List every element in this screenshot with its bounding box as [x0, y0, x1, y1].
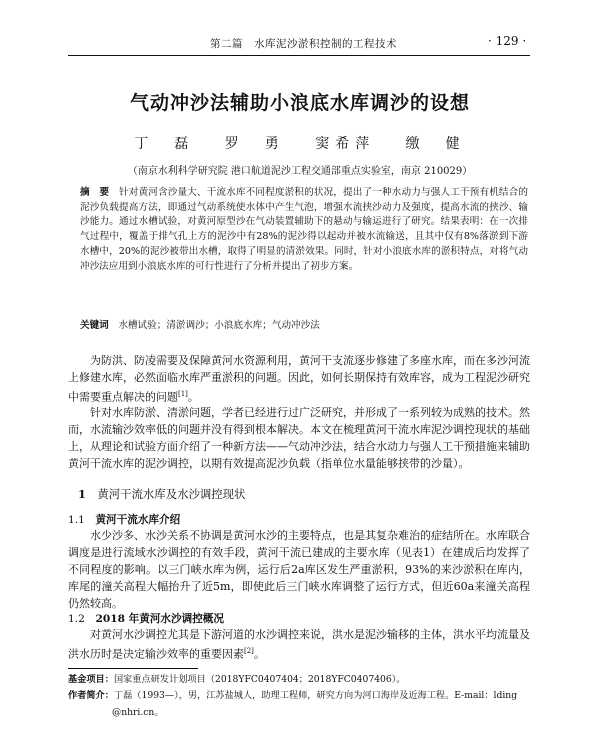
- author-bio-label: 作者简介：: [68, 690, 114, 701]
- intro-paragraph-1: [68, 352, 530, 406]
- paper-title: 气动冲沙法辅助小浪底水库调沙的设想: [129, 92, 470, 114]
- affiliation: （南京水利科学研究院 港口航道泥沙工程交通部重点实验室，南京 210029）: [127, 166, 473, 177]
- citation: [1]: [178, 390, 188, 398]
- header-rule: [68, 55, 530, 56]
- fund-text: 国家重点研发计划项目（2018YFC0407404；2018YFC0407406）。: [113, 674, 406, 685]
- subsection-1-2-text: 对黄河水沙调控尤其是下游河道的水沙调控来说，洪水是泥沙输移的主体，洪水平均流量及洪水历时是决定输沙效率的重要因素: [68, 628, 530, 661]
- citation: [2]: [244, 647, 254, 655]
- section-number: 1: [78, 487, 86, 501]
- subsection-1-1-paragraph: 水少沙多、水沙关系不协调是黄河水沙的主要特点，也是其复杂难治的症结所在。水库联合调度是进行流域水沙调控的有效手段，黄河干流已建成的主要水库（见表1）在建成后均发挥了不同程度的影响。以三门峡水库为例，运行后2a库区发生严重淤积，93%的来沙淤积在库内，库尾的潼关高程大幅抬升了近5m，即使此后三门峡水库调整了运行方式，但近60a来潼关高程仍然较高。: [68, 529, 530, 610]
- page-number: · 129 ·: [488, 34, 527, 48]
- intro-p1-text: 为防洪、防凌需要及保障黄河水资源利用，黄河干支流逐步修建了多座水库，而在多沙河流上修建水库，必然面临水库严重淤积的问题。因此，如何长期保持有效库容，成为工程泥沙研究中需要重点解决的问题: [68, 354, 530, 404]
- subsection-title: 黄河干流水库介绍: [95, 514, 181, 526]
- abstract-label: 摘 要: [80, 187, 110, 198]
- abstract-text: 针对黄河含沙量大、干流水库不同程度淤积的状况，提出了一种水动力与强人工干预有机结合的泥沙负载提高方法，即通过气动系统使水体中产生气泡，增强水流挟沙动力及强度，提高水流的挟沙、输沙能力。通过水槽试验，对黄河原型沙在气动装置辅助下的悬动与输运进行了研究。结果表明：在一次排气过程中，覆盖于排气孔上方的泥沙中有28%的泥沙得以起动并被水流输送，且其中仅有8%落淤到下游水槽中，20%的泥沙被带出水槽，取得了明显的清淤效果。同时，针对小浪底水库的淤积特点，对将气动冲沙法应用到小浪底水库的可行性进行了分析并提出了初步方案。: [80, 187, 529, 272]
- keywords-text: 水槽试验；清淤调沙；小浪底水库；气动冲沙法: [118, 320, 320, 331]
- author-name: 丁 磊: [134, 136, 195, 152]
- running-header-chapter: 第二篇 水库泥沙淤积控制的工程技术: [210, 38, 397, 50]
- subsection-1-2-end: 。: [253, 647, 265, 661]
- subsection-number: 1.2: [68, 613, 85, 625]
- author-bio-text: 丁磊（1993—），男，江苏盐城人，助理工程师，研究方向为河口海岸及近海工程。E-mail：lding: [113, 690, 518, 701]
- abstract: [80, 186, 528, 274]
- author-name: 缴 健: [405, 136, 466, 152]
- subsection-heading-1-1: [68, 512, 180, 527]
- section-title: 黄河干流水库及水沙调控现状: [97, 487, 246, 501]
- intro-paragraph-2: [68, 404, 530, 472]
- footnote-email-cont: @nhri.cn。: [112, 707, 164, 718]
- intro-p1-end: 。: [187, 390, 199, 404]
- footnote-author: [68, 688, 530, 703]
- footnote-rule: [68, 668, 198, 669]
- intro-p2-text: 针对水库防淤、清淤问题，学者已经进行过广泛研究，并形成了一系列较为成熟的技术。然而，水流输沙效率低的问题并没有得到根本解决。本文在梳理黄河干流水库泥沙调控现状的基础上，从理论和试验方面介绍了一种新方法——气动冲沙法，结合水动力与强人工干预措施来辅助黄河干流水库的泥沙调控，以期有效提高泥沙负载（指单位水量能够挟带的沙量）。: [68, 406, 530, 470]
- subsection-number: 1.1: [68, 514, 85, 526]
- author-name: 罗 勇: [224, 136, 285, 152]
- keywords: [80, 319, 528, 333]
- subsection-heading-1-2: [68, 611, 224, 626]
- section-heading: [78, 486, 245, 502]
- subsection-1-2-paragraph: [68, 626, 530, 663]
- subsection-title: 2018 年黄河水沙调控概况: [95, 613, 224, 625]
- author-name: 窦希萍: [315, 136, 376, 152]
- footnote-fund: [68, 672, 530, 687]
- fund-label: 基金项目：: [68, 674, 114, 685]
- author-list: [0, 133, 600, 153]
- keywords-label: 关键词: [80, 320, 109, 331]
